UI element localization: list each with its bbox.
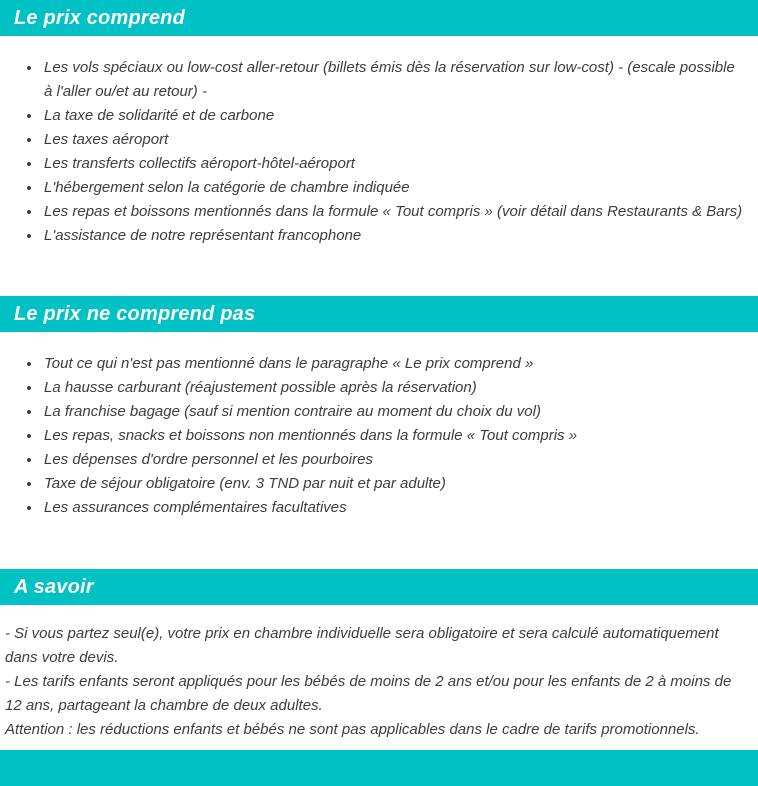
price-excludes-list bbox=[0, 352, 758, 520]
next-section-bar-partial bbox=[0, 750, 758, 786]
section-price-includes bbox=[0, 0, 758, 248]
section-title: A savoir bbox=[14, 575, 94, 598]
info-paragraph: Attention : les réductions enfants et bébés ne sont pas applicables dans le cadre de tarifs promotionnels. bbox=[5, 721, 700, 738]
list-item: • Les assurances complémentaires facultatives bbox=[42, 496, 746, 520]
list-item: • La taxe de solidarité et de carbone bbox=[42, 104, 746, 128]
info-paragraph: - Les tarifs enfants seront appliqués pour les bébés de moins de 2 ans et/ou pour les enfants de 2 à moins de 12 ans, partageant la chambre de deux adultes. bbox=[5, 673, 732, 714]
section-header-good-to-know bbox=[0, 569, 758, 605]
info-paragraph: - Si vous partez seul(e), votre prix en chambre individuelle sera obligatoire et sera calculé automatiquement dans votre devis. bbox=[5, 625, 719, 666]
list-item: • Les repas et boissons mentionnés dans la formule « Tout compris » (voir détail dans Restaurants & Bars) bbox=[42, 200, 746, 224]
list-item: • Les dépenses d'ordre personnel et les pourboires bbox=[42, 448, 746, 472]
section-price-excludes bbox=[0, 296, 758, 520]
list-item: • La hausse carburant (réajustement possible après la réservation) bbox=[42, 376, 746, 400]
list-item: • Les vols spéciaux ou low-cost aller-retour (billets émis dès la réservation sur low-cost) - (escale possible à l'aller ou/et au retour) - bbox=[42, 56, 746, 104]
list-item: • L'hébergement selon la catégorie de chambre indiquée bbox=[42, 176, 746, 200]
list-item: • Tout ce qui n'est pas mentionné dans le paragraphe « Le prix comprend » bbox=[42, 352, 746, 376]
list-item: • Taxe de séjour obligatoire (env. 3 TND par nuit et par adulte) bbox=[42, 472, 746, 496]
list-item: • Les repas, snacks et boissons non mentionnés dans la formule « Tout compris » bbox=[42, 424, 746, 448]
section-title: Le prix ne comprend pas bbox=[14, 302, 256, 325]
list-item: • L'assistance de notre représentant francophone bbox=[42, 224, 746, 248]
list-item: • Les transferts collectifs aéroport-hôtel-aéroport bbox=[42, 152, 746, 176]
section-title: Le prix comprend bbox=[14, 6, 186, 29]
price-includes-list bbox=[0, 56, 758, 248]
section-good-to-know bbox=[0, 569, 758, 742]
good-to-know-paragraphs bbox=[0, 622, 758, 742]
section-header-price-includes bbox=[0, 0, 758, 36]
list-item: • Les taxes aéroport bbox=[42, 128, 746, 152]
list-item: • La franchise bagage (sauf si mention contraire au moment du choix du vol) bbox=[42, 400, 746, 424]
section-header-price-excludes bbox=[0, 296, 758, 332]
